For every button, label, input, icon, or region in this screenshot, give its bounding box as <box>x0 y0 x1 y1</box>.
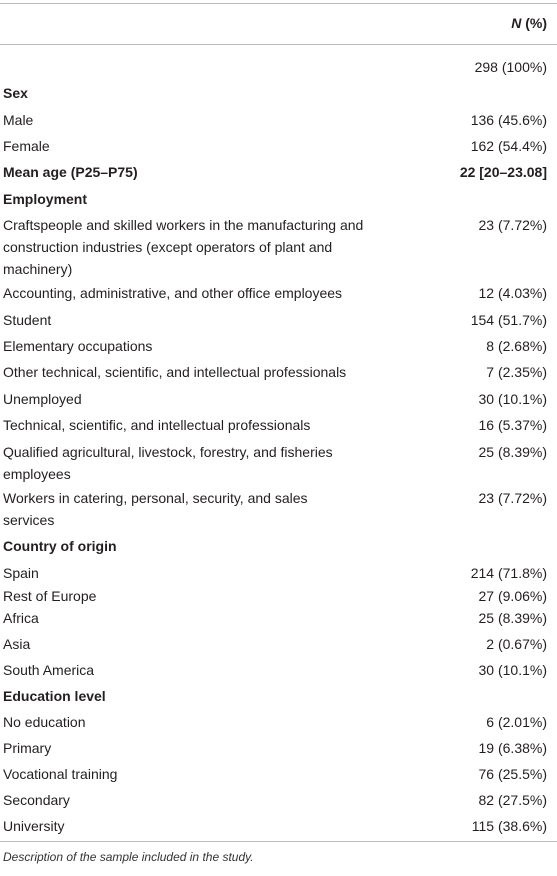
header-pct: (%) <box>521 15 547 31</box>
row-label: No education <box>3 714 86 730</box>
bottom-rule <box>0 841 557 842</box>
row-label: Craftspeople and skilled workers in the manufacturing and construction industries (except operators of plant and machinery) <box>3 217 364 277</box>
row-label: Rest of Europe <box>3 588 97 604</box>
row-value: 7 (2.35%) <box>486 364 547 380</box>
row-value: 16 (5.37%) <box>478 417 547 433</box>
row-value: 8 (2.68%) <box>486 338 547 354</box>
row-label: Primary <box>3 740 52 756</box>
row-value: 23 (7.72%) <box>478 490 547 506</box>
row-label: Asia <box>3 636 31 652</box>
row-label: Qualified agricultural, livestock, forestry, and fisheries employees <box>3 444 333 482</box>
row-label: Vocational training <box>3 766 118 782</box>
row-label: Spain <box>3 565 39 581</box>
row-value: 30 (10.1%) <box>478 662 547 678</box>
section-heading: Education level <box>3 688 106 704</box>
row-value: 115 (38.6%) <box>471 818 547 834</box>
row-label: Workers in catering, personal, security, and sales services <box>3 490 308 528</box>
row-label: Accounting, administrative, and other office employees <box>3 285 343 301</box>
row-value: 6 (2.01%) <box>486 714 547 730</box>
row-value: 214 (71.8%) <box>470 565 547 581</box>
row-label: Other technical, scientific, and intellectual professionals <box>3 364 347 380</box>
row-value: 27 (9.06%) <box>478 588 547 604</box>
top-rule <box>0 3 557 4</box>
section-heading: Country of origin <box>3 538 117 554</box>
row-value: 23 (7.72%) <box>478 217 547 233</box>
row-value: 76 (25.5%) <box>478 766 547 782</box>
row-label: Student <box>3 312 52 328</box>
row-label: South America <box>3 662 95 678</box>
row-label: University <box>3 818 65 834</box>
row-value: 2 (0.67%) <box>486 636 547 652</box>
row-label: Male <box>3 112 34 128</box>
row-value: 30 (10.1%) <box>478 391 547 407</box>
row-value: 25 (8.39%) <box>478 610 547 626</box>
row-value: 22 [20–23.08] <box>459 164 547 180</box>
row-value: 136 (45.6%) <box>470 112 547 128</box>
row-value: 25 (8.39%) <box>478 444 547 460</box>
table-caption: Description of the sample included in the study. <box>3 850 254 864</box>
row-label: Secondary <box>3 792 70 808</box>
column-header-n-pct <box>511 12 547 34</box>
row-value: 298 (100%) <box>474 59 547 75</box>
row-label: Elementary occupations <box>3 338 153 354</box>
row-value: 154 (51.7%) <box>470 312 547 328</box>
row-label: Africa <box>3 610 39 626</box>
row-label: Technical, scientific, and intellectual professionals <box>3 417 311 433</box>
row-value: 12 (4.03%) <box>478 285 547 301</box>
row-label: Female <box>3 138 50 154</box>
row-value: 19 (6.38%) <box>478 740 547 756</box>
header-rule <box>0 44 557 45</box>
section-heading: Employment <box>3 191 88 207</box>
row-value: 162 (54.4%) <box>470 138 547 154</box>
row-label: Mean age (P25–P75) <box>3 164 138 180</box>
header-n: N <box>511 15 522 31</box>
row-label: Unemployed <box>3 391 82 407</box>
row-value: 82 (27.5%) <box>478 792 547 808</box>
section-heading: Sex <box>3 85 28 101</box>
